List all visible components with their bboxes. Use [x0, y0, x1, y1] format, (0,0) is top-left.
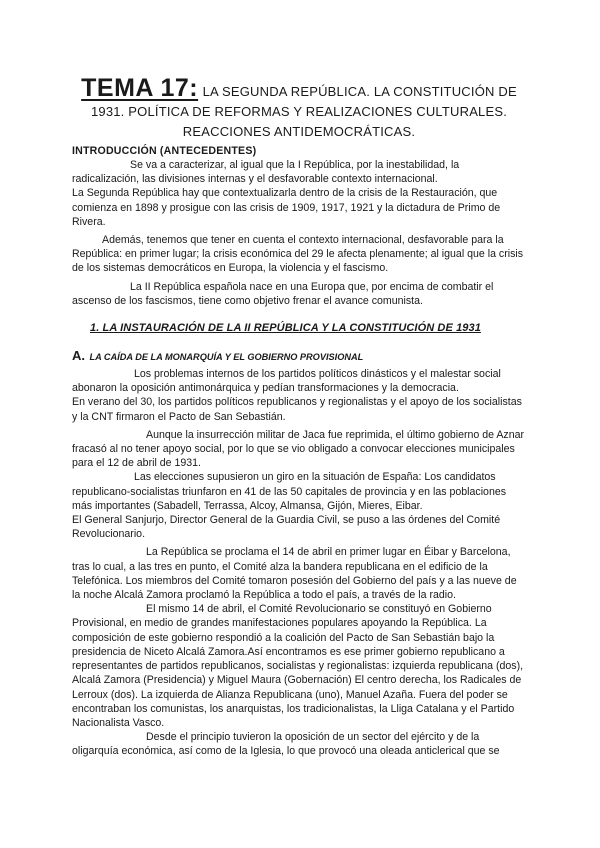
- section-a-letter: A.: [72, 348, 85, 364]
- section-a-paragraph-4: Las elecciones supusieron un giro en la situación de España: Los candidatos republicano-socialistas triunfaron en 41 de las 50 capitales de provincia y en las poblaciones más importantes (Sabadell, Terrassa, Alcoy, Almansa, Gijón, Mieres, Eibar.: [72, 471, 507, 512]
- intro-paragraph-3: Además, tenemos que tener en cuenta el contexto internacional, desfavorable para la República: en primer lugar; la crisis económica del 29 le afecta plenamente; al igual que la crisis de los sistemas democráticos en Europa, la violencia y el fascismo.: [72, 234, 524, 275]
- section-a-heading: [72, 348, 526, 365]
- section-a-paragraph-8: Desde el principio tuvieron la oposición de un sector del ejército y de la oligarquía económica, así como de la Iglesia, lo que provocó una oleada anticlerical que se: [72, 731, 500, 758]
- section-a-paragraph-7: El mismo 14 de abril, el Comité Revolucionario se constituyó en Gobierno Provisional, en medio de grandes manifestaciones populares apoyando la República. La composición de este gobierno respondió a la coalición del Pacto de San Sebastián bajo la presidencia de Niceto Alcalá Zamora.Así encontramos es ese primer gobierno republicano a representantes de partidos republicanos, socialistas y regionalistas: izquierda republicana (dos), Alcalá Zamora (Presidencia) y Miguel Maura (Gobernación) El centro derecha, los Radicales de Lerroux (dos). La izquierda de Alianza Republicana (uno), Manuel Azaña. Fuera del poder se encontraban los comunistas, los anarquistas, los tradicionalistas, la Lliga Catalana y el Partido Nacionalista Vasco.: [72, 603, 524, 729]
- title-line-2: 1931. POLÍTICA DE REFORMAS Y REALIZACIONES CULTURALES.: [90, 104, 508, 119]
- section-a-paragraph-5: El General Sanjurjo, Director General de la Guardia Civil, se puso a las órdenes del Comité Revolucionario.: [72, 514, 501, 541]
- section-a-title: LA CAÍDA DE LA MONARQUÍA Y EL GOBIERNO PROVISIONAL: [89, 352, 364, 363]
- intro-paragraph-4: La II República española nace en una Europa que, por encima de combatir el ascenso de los fascismos, tiene como objetivo frenar el avance comunista.: [72, 280, 494, 307]
- title-line1-rest: LA SEGUNDA REPÚBLICA. LA CONSTITUCIÓN DE: [202, 84, 517, 99]
- intro-paragraph-1: Se va a caracterizar, al igual que la I República, por la inestabilidad, la radicalización, las divisiones internas y el desfavorable contexto internacional.: [72, 159, 460, 186]
- section-a-paragraph-1: Los problemas internos de los partidos políticos dinásticos y el malestar social abonaron la oposición antimonárquica y pedían transformaciones y la democracia.: [72, 368, 501, 395]
- section-a-paragraph-6: La República se proclama el 14 de abril en primer lugar en Éibar y Barcelona, tras lo cual, a las tres en punto, el Comité alza la bandera republicana en el edificio de la Telefónica. Los miembros del Comité tomaron posesión del Gobierno del país y a las nueve de la noche Alcalá Zamora proclamó la República a todo el país, a través de la radio.: [72, 546, 517, 602]
- section-1-heading: 1. LA INSTAURACIÓN DE LA II REPÚBLICA Y LA CONSTITUCIÓN DE 1931: [90, 322, 481, 335]
- title-line-1: [72, 74, 526, 102]
- intro-heading: INTRODUCCIÓN (ANTECEDENTES): [72, 145, 257, 157]
- document-title: [72, 74, 526, 142]
- title-line-3: REACCIONES ANTIDEMOCRÁTICAS.: [182, 124, 416, 139]
- title-prefix: TEMA 17:: [81, 74, 199, 102]
- section-a-paragraph-3: Aunque la insurrección militar de Jaca fue reprimida, el último gobierno de Aznar fracasó al no tener apoyo social, por lo que se vio obligado a convocar elecciones municipales para el 12 de abril de 1931.: [72, 428, 525, 470]
- intro-paragraph-2: La Segunda República hay que contextualizarla dentro de la crisis de la Restauración, que comienza en 1898 y prosigue con las crisis de 1909, 1917, 1921 y la dictadura de Primo de Rivera.: [72, 187, 501, 228]
- section-a-paragraph-2: En verano del 30, los partidos políticos republicanos y regionalistas y el apoyo de los socialistas y la CNT firmaron el Pacto de San Sebastián.: [72, 396, 522, 423]
